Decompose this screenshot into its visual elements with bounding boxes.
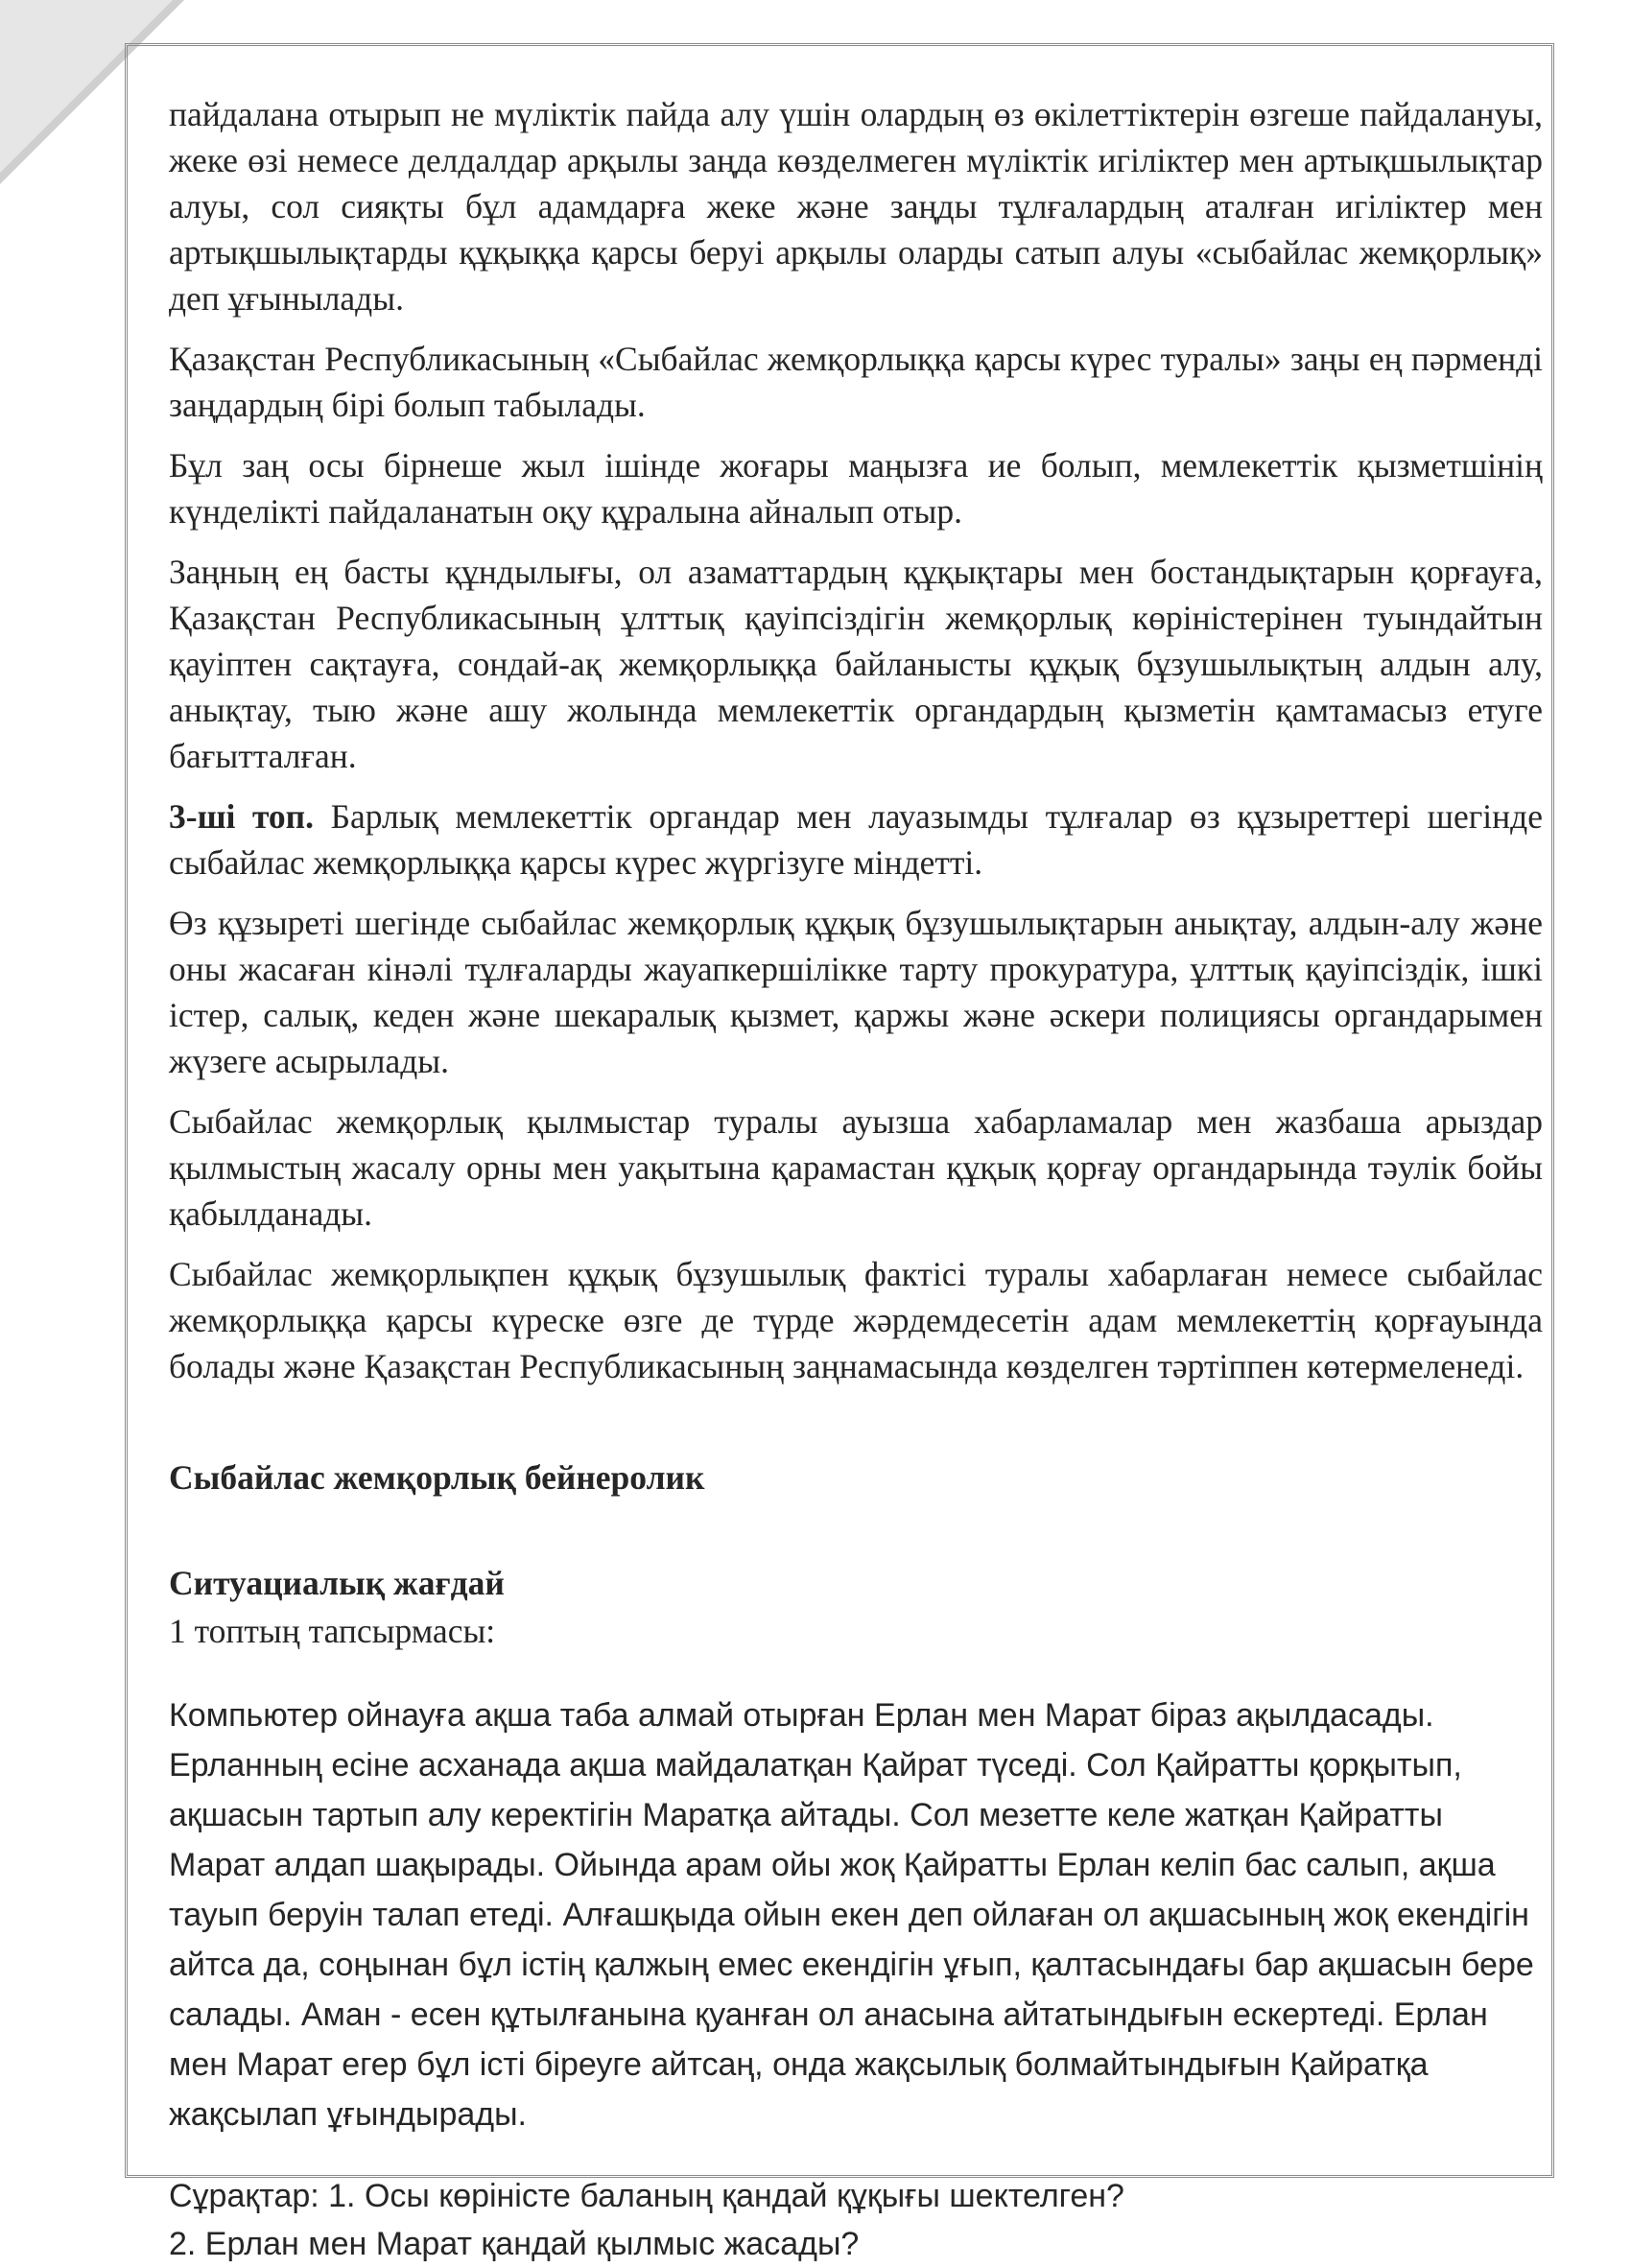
- paragraph-group-3: [169, 793, 1543, 886]
- paragraph-authorities: Өз құзыреті шегінде сыбайлас жемқорлық құқық бұзушылықтарын анықтау, алдын-алу және оны жасаған кінәлі тұлғаларды жауапкершілікке тарту прокуратура, ұлттық қауіпсіздік, ішкі істер, салық, кеден және шекаралық қызмет, қаржы және әскери полициясы органдарымен жүзеге асырылады.: [169, 904, 1543, 1080]
- document-body: [169, 91, 1543, 2268]
- question-2: 2. Ерлан мен Марат қандай қылмыс жасады?: [169, 2226, 860, 2262]
- group-3-label: 3-ші топ.: [169, 797, 315, 836]
- situation-story: Компьютер ойнауға ақша таба алмай отырған Ерлан мен Марат біраз ақылдасады. Ерланның есіне асханада ақша майдалатқан Қайрат түседі. Сол Қайратты қорқытып, ақшасын тартып алу керектігін Маратқа айтады. Сол мезетте келе жатқан Қайратты Марат алдап шақырады. Ойында арам ойы жоқ Қайратты Ерлан келіп бас салып, ақша тауып беруін талап етеді. Алғашқыда ойын екен деп ойлаған ол ақшасының жоқ екендігін айтса да, соңынан бұл істің қалжың емес екендігін ұғып, қалтасындағы бар ақшасын бере салады. Аман - есен құтылғанына қуанған ол анасына айтатындығын ескертеді. Ерлан мен Марат егер бұл істі біреуге айтсаң, онда жақсылық болмайтындығын Қайратқа жақсылап ұғындырады.: [169, 1697, 1534, 2133]
- heading-situation: Ситуациалық жағдай: [169, 1564, 505, 1602]
- paragraph-law-intro: Қазақстан Республикасының «Сыбайлас жемқорлыққа қарсы күрес туралы» заңы ең пәрменді заңдардың бірі болып табылады.: [169, 340, 1543, 424]
- group-3-text: Барлық мемлекеттік органдар мен лауазымды тұлғалар өз құзыреттері шегінде сыбайлас жемқорлыққа қарсы күрес жүргізуге міндетті.: [169, 797, 1543, 882]
- task-label: 1 топтың тапсырмасы:: [169, 1612, 496, 1650]
- paragraph-law-value: Заңның ең басты құндылығы, ол азаматтардың құқықтары мен бостандықтарын қорғауға, Қазақстан Республикасының ұлттық қауіпсіздігін жемқорлық көріністерінен туындайтын қауіптен сақтауға, сондай-ақ жемқорлыққа байланысты құқық бұзушылықтың алдын алу, анықтау, тыю және ашу жолында мемлекеттік органдардың қызметін қамтамасыз етуге бағытталған.: [169, 553, 1543, 775]
- paragraph-law-importance: Бұл заң осы бірнеше жыл ішінде жоғары маңызға ие болып, мемлекеттік қызметшінің күнделікті пайдаланатын оқу құралына айналып отыр.: [169, 446, 1543, 531]
- question-1: Сұрақтар: 1. Осы көріністе баланың қандай құқығы шектелген?: [169, 2178, 1124, 2214]
- paragraph-protection: Сыбайлас жемқорлықпен құқық бұзушылық фактісі туралы хабарлаған немесе сыбайлас жемқорлыққа қарсы күреске өзге де түрде жәрдемдесетін адам мемлекеттің қорғауында болады және Қазақстан Республикасының заңнамасында көзделген тәртіппен көтермеленеді.: [169, 1255, 1543, 1385]
- heading-video-role: Сыбайлас жемқорлық бейнеролик: [169, 1458, 705, 1497]
- paragraph-definition: пайдалана отырып не мүліктік пайда алу үшін олардың өз өкілеттіктерін өзгеше пайдалануы, жеке өзі немесе делдалдар арқылы заңда көзделмеген мүліктік игіліктер мен артықшылықтар алуы, сол сияқты бұл адамдарға жеке және заңды тұлғалардың аталған игіліктер мен артықшылықтарды құқыққа қарсы беруі арқылы оларды сатып алуы «сыбайлас жемқорлық» деп ұғынылады.: [169, 95, 1543, 318]
- paragraph-reports: Сыбайлас жемқорлық қылмыстар туралы ауызша хабарламалар мен жазбаша арыздар қылмыстың жасалу орны мен уақытына қарамастан құқық қорғау органдарында тәулік бойы қабылданады.: [169, 1102, 1543, 1233]
